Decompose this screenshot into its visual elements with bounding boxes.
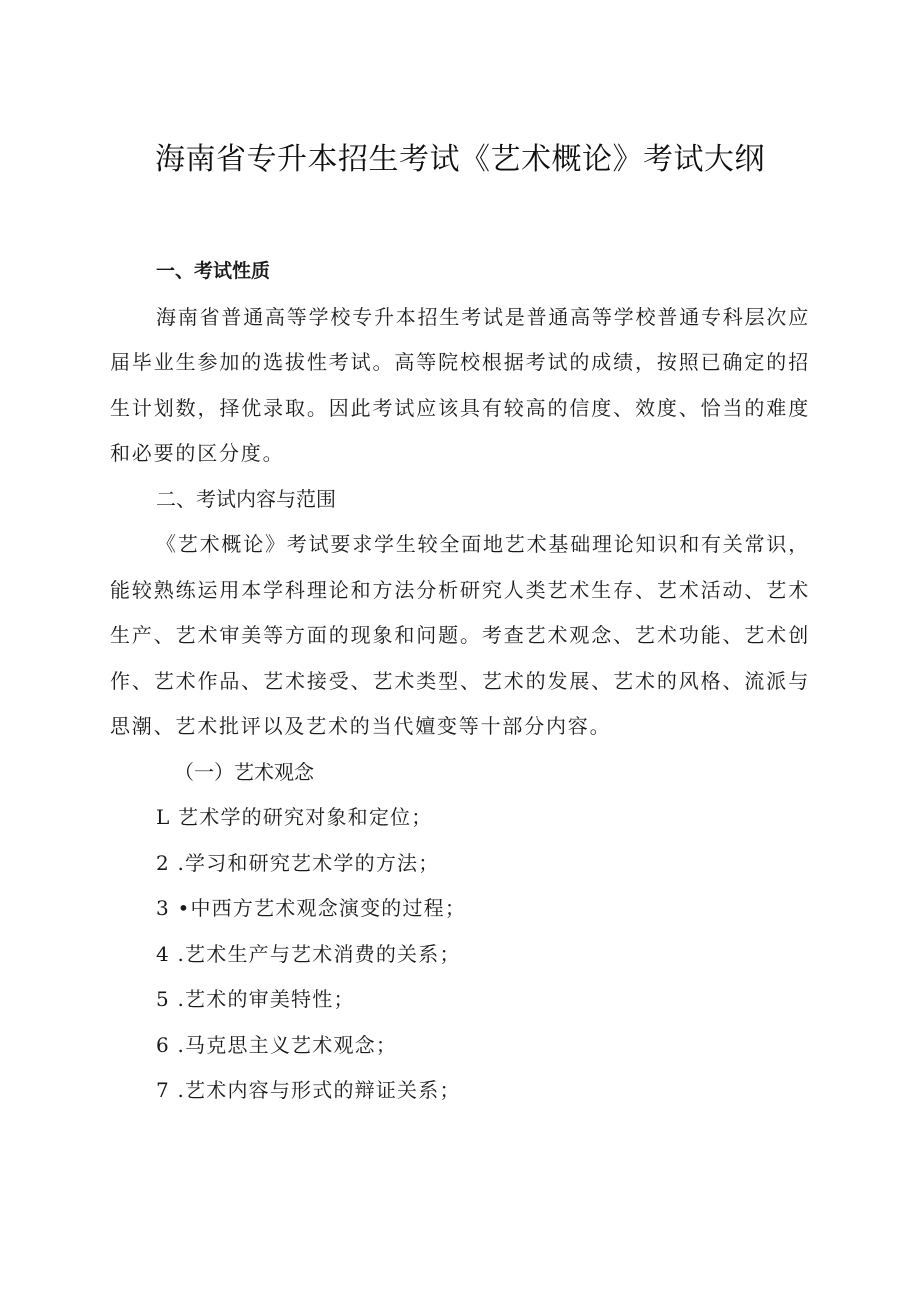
- document-body: [110, 249, 810, 1114]
- list-item: 6 .马克思主义艺术观念；: [156, 1032, 398, 1057]
- list-item: 2 .学习和研究艺术学的方法；: [156, 850, 440, 875]
- list-item: 4 .艺术生产与艺术消费的关系；: [156, 941, 461, 966]
- document-title: 海南省专升本招生考试《艺术概论》考试大纲: [155, 142, 765, 177]
- paragraph-exam-scope: 《艺术概论》考试要求学生较全面地艺术基础理论知识和有关常识，能较熟练运用本学科理论和方法分析研究人类艺术生存、艺术活动、艺术生产、艺术审美等方面的现象和问题。考查艺术观念、艺术功能、艺术创作、艺术作品、艺术接受、艺术类型、艺术的发展、艺术的风格、流派与思潮、艺术批评以及艺术的当代嬗变等十部分内容。: [110, 532, 810, 738]
- list-item: 5 .艺术的审美特性；: [156, 987, 355, 1011]
- section-heading-exam-nature: 一、考试性质: [156, 260, 271, 282]
- list-item: L 艺术学的研究对象和定位；: [156, 805, 433, 829]
- list-item: 3 •中西方艺术观念演变的过程；: [156, 896, 467, 920]
- paragraph-exam-nature: 海南省普通高等学校专升本招生考试是普通高等学校普通专科层次应届毕业生参加的选拔性考试。高等院校根据考试的成绩，按照已确定的招生计划数，择优录取。因此考试应该具有较高的信度、效度、恰当的难度和必要的区分度。: [110, 304, 810, 465]
- subsection-heading-art-concepts: （一）艺术观念: [174, 759, 314, 784]
- section-heading-exam-scope: 二、考试内容与范围: [156, 486, 336, 511]
- list-item: 7 .艺术内容与形式的辩证关系；: [156, 1078, 461, 1102]
